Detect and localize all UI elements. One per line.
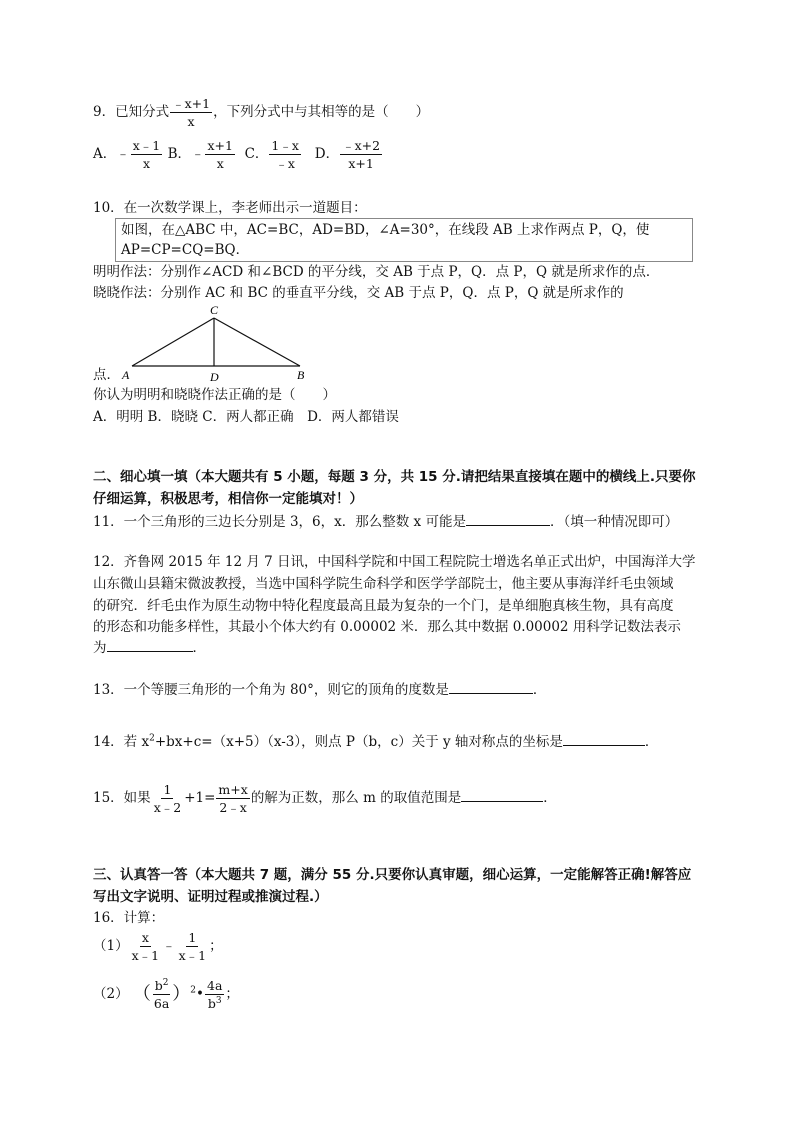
q16-part-2-fraction-1 <box>152 978 171 1011</box>
q14-text-b: +bx+c=（x+5）（x-3），则点 P（b，c）关于 y 轴对称点的坐标是 <box>154 734 563 750</box>
q14-exponent: 2 <box>149 733 155 744</box>
q13-answer-blank[interactable] <box>449 680 533 694</box>
fraction-denominator: x <box>216 156 224 171</box>
fraction-denominator: x+1 <box>348 156 374 171</box>
label-b: B <box>297 368 305 382</box>
label-a: A <box>122 368 130 382</box>
q9-option-d-fraction <box>340 138 382 171</box>
denominator-base: b <box>207 996 216 1011</box>
section-2-heading-line-2: 仔细运算，积极思考，相信你一定能填对！） <box>93 491 363 507</box>
q16-part-2-label: （2） <box>93 986 129 1002</box>
q15-fraction-1 <box>152 782 184 815</box>
fraction-numerator: 4a <box>207 978 223 993</box>
label-c: C <box>210 303 219 317</box>
numerator-exponent: 2 <box>162 977 169 988</box>
q10-stem: 10．在一次数学课上，李老师出示一道题目： <box>93 200 367 216</box>
section-3-heading-line-2: 写出文字说明、证明过程或推演过程.） <box>93 889 328 905</box>
fraction-denominator: x <box>142 156 151 171</box>
q16-part-2-fraction-2 <box>205 978 224 1011</box>
fraction-numerator: x <box>141 930 149 945</box>
section-2-heading-line-1: 二、细心填一填（本大题共有 5 小题，每题 3 分，共 15 分.请把结果直接填在题中的横线上.只要你 <box>93 469 696 485</box>
q15-answer-blank[interactable] <box>461 788 543 802</box>
q10-options: A．明明 B．晓晓 C．两人都正确 D．两人都错误 <box>93 409 399 425</box>
fraction-denominator: 6a <box>153 996 170 1011</box>
q15-text-a: 15．如果 <box>93 790 151 806</box>
q11-answer-blank[interactable] <box>466 512 550 526</box>
q16-part-1-fraction-2 <box>177 930 209 963</box>
section-3-heading-line-1: 三、认真答一答（本大题共 7 题，满分 55 分.只要你认真审题，细心运算，一定能解答正确!解答应 <box>93 867 692 883</box>
q15-fraction-2 <box>216 782 249 815</box>
q12-line-5 <box>93 638 206 657</box>
q16-part-1-label: （1） <box>93 938 129 954</box>
fraction-numerator: 1 <box>163 782 172 797</box>
q11 <box>93 512 678 531</box>
q12-text: 为 <box>93 640 107 656</box>
label-d: D <box>210 370 219 384</box>
q9-stem <box>93 96 429 129</box>
q13-text: 13．一个等腰三角形的一个角为 80°，则它的顶角的度数是 <box>93 682 449 698</box>
fraction-denominator: x﹣1 <box>131 948 160 963</box>
q14-period: ． <box>644 734 659 750</box>
q14 <box>93 732 658 751</box>
side-ac <box>132 318 214 366</box>
fraction-denominator: x﹣2 <box>153 800 182 815</box>
minus-sign: ﹣ <box>162 938 176 954</box>
q9-option-d-label: D． <box>314 146 340 162</box>
semicolon: ； <box>209 938 223 954</box>
fraction-numerator: 1 <box>188 930 197 945</box>
fraction-denominator <box>206 995 224 1011</box>
q12-line-3: 的研究．纤毛虫作为原生动物中特化程度最高且最为复杂的一个门，是单细胞真核生物，具有高度 <box>93 598 674 614</box>
fraction-denominator: x <box>187 114 195 129</box>
power-exponent: 2 <box>190 985 197 996</box>
fraction-numerator: ﹣x+2 <box>342 138 381 153</box>
triangle-figure <box>110 300 320 384</box>
fraction-numerator: 1﹣x <box>271 138 299 153</box>
q13-period: ． <box>532 682 547 698</box>
q14-text-a: 14．若 x <box>93 734 150 750</box>
q10-box-line-2: AP=CP=CQ=BQ． <box>121 242 250 258</box>
fraction-numerator: ﹣x+1 <box>172 96 211 111</box>
q9-option-c-fraction <box>269 138 301 171</box>
q9-option-a-fraction <box>131 138 163 171</box>
q15-period: ． <box>543 790 557 806</box>
fraction-denominator: ﹣x <box>275 156 295 171</box>
q14-answer-blank[interactable] <box>563 732 645 746</box>
fraction-numerator: x+1 <box>207 138 233 153</box>
q11-text: 11．一个三角形的三边长分别是 3，6，x．那么整数 x 可能是 <box>93 514 466 530</box>
q9-option-c-label: C． <box>244 146 269 162</box>
q9-stem-prefix: 9．已知分式 <box>93 104 170 120</box>
q16-part-1-fraction-1 <box>130 930 162 963</box>
q9-option-a-label: A．﹣ <box>93 146 130 162</box>
q16-stem: 16．计算： <box>93 910 165 926</box>
right-paren: ） <box>172 983 191 1005</box>
q15-text-b: 的解为正数，那么 m 的取值范围是 <box>250 790 462 806</box>
q13 <box>93 680 546 699</box>
side-bc <box>214 318 300 366</box>
denominator-exponent: 3 <box>215 995 222 1006</box>
q15 <box>93 782 557 815</box>
q15-mid: +1= <box>184 790 216 806</box>
q16-part-1 <box>93 930 223 963</box>
fraction-numerator <box>153 978 171 995</box>
q11-hint: ．（填一种情况即可） <box>549 514 679 530</box>
q9-option-b-label: B．﹣ <box>167 146 205 162</box>
q9-stem-suffix: ，下列分式中与其相等的是（ ） <box>213 104 430 120</box>
q16-part-2 <box>93 978 239 1011</box>
q10-ming-method: 明明作法：分别作∠ACD 和∠BCD 的平分线，交 AB 于点 P，Q．点 P，Q 就是所求作的点． <box>93 264 660 280</box>
numerator-base: b <box>154 978 163 993</box>
q12-line-1: 12．齐鲁网 2015 年 12 月 7 日讯，中国科学院和中国工程院院士增选名单正式出炉，中国海洋大学 <box>93 554 696 570</box>
left-paren: （ <box>132 983 151 1005</box>
q12-line-4: 的形态和功能多样性，其最小个体大约有 0.00002 米．那么其中数据 0.00002 用科学记数法表示 <box>93 619 681 635</box>
multiply-dot: • <box>196 986 204 1002</box>
fraction-numerator: x﹣1 <box>132 138 161 153</box>
q9-options <box>93 138 383 171</box>
q9-option-b-fraction <box>205 138 234 171</box>
q9-stem-fraction <box>170 96 212 129</box>
q10-xiao-method: 晓晓作法：分别作 AC 和 BC 的垂直平分线，交 AB 于点 P，Q．点 P，Q 就是所求作的 <box>93 285 624 301</box>
fraction-numerator: m+x <box>218 782 248 797</box>
q10-dian: 点． <box>93 367 120 383</box>
q10-box-line-1: 如图，在△ABC 中，AC=BC，AD=BD，∠A=30°，在线段 AB 上求作两点 P，Q，使 <box>121 222 650 238</box>
fraction-denominator: x﹣1 <box>178 948 207 963</box>
semicolon: ； <box>225 986 239 1002</box>
q12-period: ． <box>192 640 206 656</box>
q12-answer-blank[interactable] <box>107 638 193 652</box>
q10-question: 你认为明明和晓晓作法正确的是（ ） <box>93 387 336 403</box>
fraction-denominator: 2﹣x <box>219 800 247 815</box>
q12-line-2: 山东微山县籍宋微波教授，当选中国科学院生命科学和医学学部院士，他主要从事海洋纤毛虫领域 <box>93 576 674 592</box>
